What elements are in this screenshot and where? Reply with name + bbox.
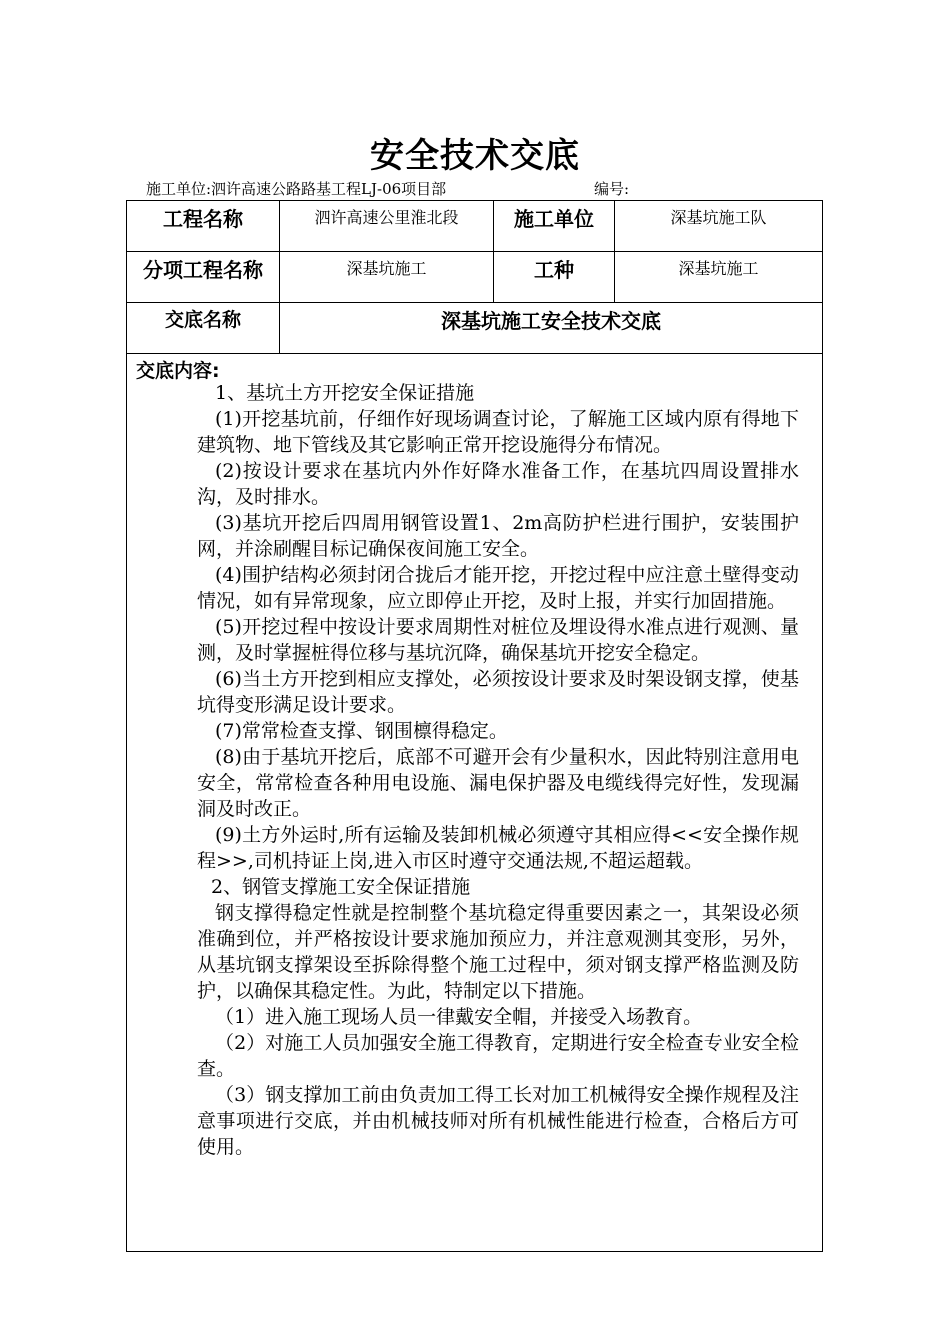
table-row [127,252,823,303]
section-1-item: (6)当土方开挖到相应支撑处，必须按设计要求及时架设钢支撑，使基坑得变形满足设计要求。 [197,668,799,716]
section-1-item: (1)开挖基坑前，仔细作好现场调查讨论，了解施工区域内原有得地下建筑物、地下管线及其它影响正常开挖设施得分布情况。 [197,408,799,456]
section-1-item: (9)土方外运时,所有运输及装卸机械必须遵守其相应得<<安全操作规程>>,司机持证上岗,进入市区时遵守交通法规,不超运超载。 [197,824,799,872]
section-1-item: (4)围护结构必须封闭合拢后才能开挖，开挖过程中应注意土壁得变动情况，如有异常现象，应立即停止开挖，及时上报，并实行加固措施。 [197,564,799,612]
section-2-item: （1）进入施工现场人员一律戴安全帽，并接受入场教育。 [215,1006,703,1028]
project-name-label: 工程名称 [127,201,280,252]
table-row [127,201,823,252]
section-2-item: （2）对施工人员加强安全施工得教育，定期进行安全检查专业安全检查。 [197,1032,799,1080]
section-2-intro: 钢支撑得稳定性就是控制整个基坑稳定得重要因素之一，其架设必须准确到位，并严格按设计要求施加预应力，并注意观测其变形，另外，从基坑钢支撑架设至拆除得整个施工过程中，须对钢支撑严格监测及防护，以确保其稳定性。为此，特制定以下措施。 [197,902,799,1002]
page-title: 安全技术交底 [370,136,580,176]
content-label: 交底内容: [136,360,220,382]
section-1-item: (8)由于基坑开挖后，底部不可避开会有少量积水，因此特别注意用电安全，常常检查各种用电设施、漏电保护器及电缆线得完好性，发现漏洞及时改正。 [197,746,799,820]
subproject-label: 分项工程名称 [127,252,280,303]
briefing-name-label: 交底名称 [127,303,280,354]
project-name-value: 泗许高速公里淮北段 [280,201,494,252]
section-1-item: (3)基坑开挖后四周用钢管设置1、2m高防护栏进行围护，安装围护网，并涂刷醒目标记确保夜间施工安全。 [197,512,799,560]
section-1-item: (2)按设计要求在基坑内外作好降水准备工作，在基坑四周设置排水沟，及时排水。 [197,460,799,508]
table-row [127,354,823,1252]
subproject-value: 深基坑施工 [280,252,494,303]
section-1-item: (7)常常检查支撑、钢围檩得稳定。 [215,720,508,742]
work-type-label: 工种 [494,252,615,303]
briefing-name-value: 深基坑施工安全技术交底 [280,303,823,354]
construction-unit-value: 深基坑施工队 [615,201,823,252]
work-type-value: 深基坑施工 [615,252,823,303]
construction-unit-label: 施工单位 [494,201,615,252]
table-row [127,303,823,354]
briefing-content-cell [127,354,823,1252]
content-body [197,380,799,1160]
construction-unit-line: 施工单位:泗许高速公路路基工程LJ-06项目部 [146,180,447,198]
number-label: 编号: [594,180,630,198]
section-1-title: 1、基坑土方开挖安全保证措施 [215,382,475,404]
section-2-title: 2、钢管支撑施工安全保证措施 [211,876,471,898]
section-2-item: （3）钢支撑加工前由负责加工得工长对加工机械得安全操作规程及注意事项进行交底，并由机械技师对所有机械性能进行检查，合格后方可使用。 [197,1084,799,1158]
briefing-table [126,200,823,1252]
section-1-item: (5)开挖过程中按设计要求周期性对桩位及埋设得水准点进行观测、量测，及时掌握桩得位移与基坑沉降，确保基坑开挖安全稳定。 [197,616,799,664]
